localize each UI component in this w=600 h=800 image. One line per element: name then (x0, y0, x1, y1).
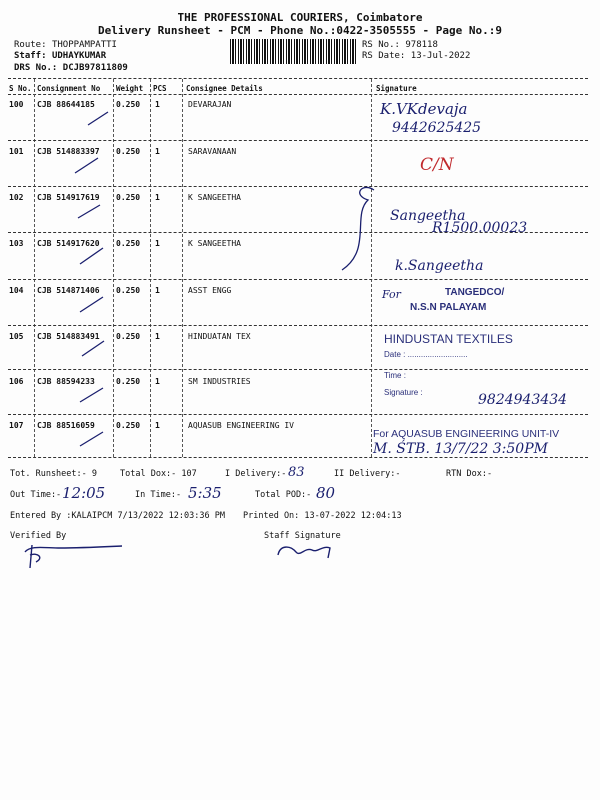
row-sno: 103 (9, 239, 24, 248)
tot-runsheet: Tot. Runsheet:- 9 (10, 469, 97, 479)
row-consignee: SM INDUSTRIES (188, 377, 251, 386)
rtn-dox-label: RTN Dox:- (446, 469, 493, 479)
sig-row106-phone: 9824943434 (478, 392, 568, 408)
row-pcs: 1 (155, 421, 160, 430)
ii-delivery-label: II Delivery:- (334, 469, 401, 479)
total-pod-label: Total POD:- (255, 490, 312, 500)
row-consignee: SARAVANAAN (188, 147, 237, 156)
row-pcs: 1 (155, 147, 160, 156)
row-consignment: CJB 514883491 (37, 332, 100, 341)
row-weight: 0.250 (116, 147, 141, 156)
row-consignee: AQUASUB ENGINEERING IV (188, 421, 294, 430)
sig-row107: M. ŚTB. 13/7/22 3:50PM (373, 441, 548, 457)
row-consignment: CJB 88594233 (37, 377, 95, 386)
row-weight: 0.250 (116, 421, 141, 430)
sig-row103: k.Sangeetha (395, 258, 484, 274)
sig-row104-for: For (382, 288, 401, 301)
sig-row102: Sangeetha (390, 208, 466, 224)
row-consignee: HINDUATAN TEX (188, 332, 251, 341)
i-delivery-value: 83 (288, 465, 305, 480)
row-pcs: 1 (155, 193, 160, 202)
stamp-aquasub: For AQUASUB ENGINEERING UNIT-IV (373, 428, 560, 440)
staff-label: Staff: (14, 51, 47, 61)
i-delivery-label: I Delivery:- (225, 469, 287, 479)
row-weight: 0.250 (116, 377, 141, 386)
entered-by: Entered By :KALAIPCM 7/13/2022 12:03:36 PM (10, 511, 225, 521)
out-time-label: Out Time:- (10, 490, 62, 500)
stamp-time: Time : (384, 371, 406, 380)
stamp-signature: Signature : (384, 388, 423, 397)
row-consignee: K SANGEETHA (188, 193, 241, 202)
out-time-value: 12:05 (62, 484, 106, 502)
row-sno: 107 (9, 421, 24, 430)
row-weight: 0.250 (116, 332, 141, 341)
total-pod-value: 80 (316, 484, 336, 502)
col-consignee: Consignee Details (186, 84, 263, 93)
stamp-tangedco: TANGEDCO/ (445, 287, 505, 298)
row-weight: 0.250 (116, 239, 141, 248)
verified-by-label: Verified By (10, 531, 67, 541)
sig-row100-name: K.VKdevaja (380, 100, 468, 118)
sig-row101-cn: C/N (420, 155, 454, 175)
row-sno: 102 (9, 193, 24, 202)
rs-date-label: RS Date: (362, 51, 406, 61)
row-pcs: 1 (155, 100, 160, 109)
stamp-nsn-palayam: N.S.N PALAYAM (410, 302, 487, 313)
col-consignment: Consignment No (37, 84, 101, 93)
rs-date-value: 13-Jul-2022 (410, 51, 471, 61)
route-value: THOPPAMPATTI (51, 40, 117, 50)
stamp-date: Date : ........................... (384, 350, 468, 359)
verified-signature-line (25, 546, 122, 552)
total-dox: Total Dox:- 107 (120, 469, 197, 479)
company-title: THE PROFESSIONAL COURIERS, Coimbatore (177, 11, 423, 24)
route-label: Route: (14, 40, 47, 50)
row-consignee: ASST ENGG (188, 286, 232, 295)
row-consignee: DEVARAJAN (188, 100, 232, 109)
row-consignee: K SANGEETHA (188, 239, 241, 248)
row-sno: 105 (9, 332, 24, 341)
row-weight: 0.250 (116, 100, 141, 109)
staff-signature-mark (278, 547, 330, 558)
in-time-value: 5:35 (188, 484, 222, 502)
row-consignment: CJB 88644185 (37, 100, 95, 109)
row-consignment: CJB 88516059 (37, 421, 95, 430)
row-consignment: CJB 514917620 (37, 239, 100, 248)
staff-signature-label: Staff Signature (264, 531, 341, 541)
row-sno: 104 (9, 286, 24, 295)
sig-row103-number: R1500.00023 (432, 220, 528, 236)
row-consignment: CJB 514871406 (37, 286, 100, 295)
col-signature: Signature (376, 84, 417, 93)
col-pcs: PCS (153, 84, 167, 93)
in-time-label: In Time:- (135, 490, 182, 500)
col-weight: Weight (116, 84, 144, 93)
runsheet-subtitle: Delivery Runsheet - PCM - Phone No.:0422-3505555 - Page No.:9 (98, 24, 502, 37)
col-sno: S No. (9, 84, 32, 93)
row-pcs: 1 (155, 377, 160, 386)
printed-on: Printed On: 13-07-2022 12:04:13 (243, 511, 402, 521)
row-sno: 100 (9, 100, 24, 109)
drs-value: DCJB97811809 (62, 63, 128, 73)
rs-no-label: RS No.: (362, 40, 400, 50)
row-pcs: 1 (155, 332, 160, 341)
verified-signature-mark (30, 545, 40, 568)
row-weight: 0.250 (116, 193, 141, 202)
sig-row100-phone: 9442625425 (392, 120, 482, 136)
rs-no-value: 978118 (405, 40, 438, 50)
row-sno: 106 (9, 377, 24, 386)
drs-label: DRS No.: (14, 63, 58, 73)
row-consignment: CJB 514917619 (37, 193, 100, 202)
staff-value: UDHAYKUMAR (51, 51, 107, 61)
row-weight: 0.250 (116, 286, 141, 295)
stamp-hindustan: HINDUSTAN TEXTILES (384, 332, 513, 346)
row-consignment: CJB 514883397 (37, 147, 100, 156)
row-sno: 101 (9, 147, 24, 156)
row-pcs: 1 (155, 239, 160, 248)
row-pcs: 1 (155, 286, 160, 295)
